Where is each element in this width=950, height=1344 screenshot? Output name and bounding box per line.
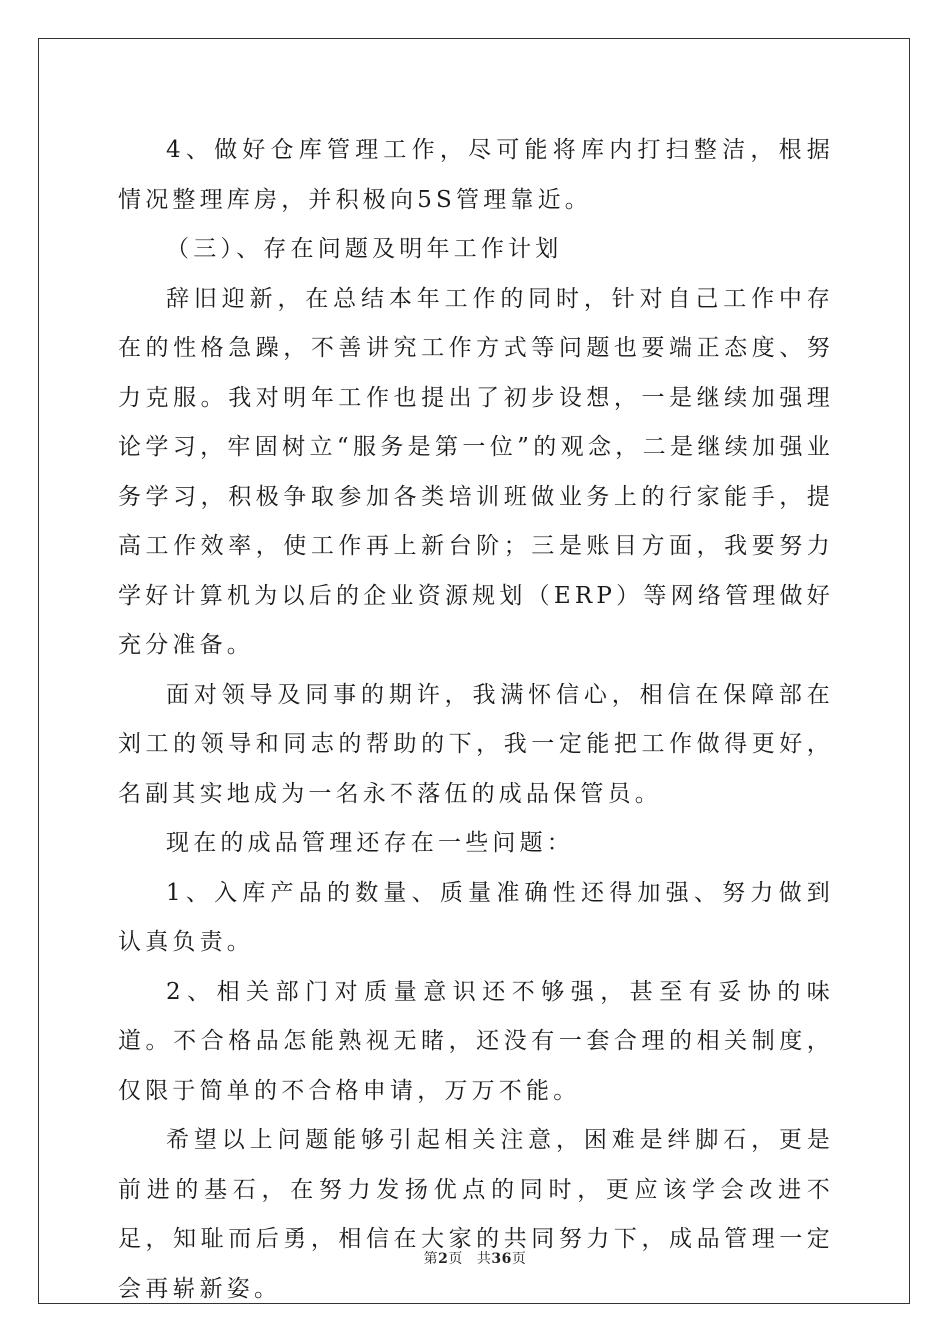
page-number: 2 <box>438 1251 449 1267</box>
paragraph-warehouse-item-4: 4、做好仓库管理工作，尽可能将库内打扫整洁，根据情况整理库房，并积极向5S管理靠近。 <box>118 137 834 213</box>
paragraph-conclusion: 希望以上问题能够引起相关注意，困难是绊脚石，更是前进的基石，在努力发扬优点的同时，更应该学会改进不足，知耻而后勇，相信在大家的共同努力下，成品管理一定会再崭新姿。 <box>118 1127 834 1302</box>
total-prefix: 共 <box>476 1251 492 1267</box>
page-prefix: 第 <box>423 1251 439 1267</box>
page-suffix: 页 <box>448 1251 463 1267</box>
paragraph-problem-1: 1、入库产品的数量、质量准确性还得加强、努力做到认真负责。 <box>118 879 834 955</box>
document-body <box>118 126 834 1314</box>
total-pages: 36 <box>491 1251 512 1267</box>
page-footer <box>0 1248 950 1268</box>
section-heading-problems-plan: （三）、存在问题及明年工作计划 <box>166 236 563 262</box>
total-suffix: 页 <box>511 1251 527 1267</box>
paragraph-problems-intro: 现在的成品管理还存在一些问题： <box>166 830 574 856</box>
paragraph-confidence: 面对领导及同事的期许，我满怀信心，相信在保障部在刘工的领导和同志的帮助的下，我一定能把工作做得更好，名副其实地成为一名永不落伍的成品保管员。 <box>118 681 834 807</box>
paragraph-next-year-plan: 辞旧迎新，在总结本年工作的同时，针对自己工作中存在的性格急躁，不善讲究工作方式等问题也要端正态度、努力克服。我对明年工作也提出了初步设想，一是继续加强理论学习，牢固树立“服务是第一位”的观念，二是继续加强业务学习，积极争取参加各类培训班做业务上的行家能手，提高工作效率，使工作再上新台阶；三是账目方面，我要努力学好计算机为以后的企业资源规划（ERP）等网络管理做好充分准备。 <box>118 285 834 658</box>
paragraph-problem-2: 2、相关部门对质量意识还不够强，甚至有妥协的味道。不合格品怎能熟视无睹，还没有一套合理的相关制度，仅限于简单的不合格申请，万万不能。 <box>118 978 834 1104</box>
